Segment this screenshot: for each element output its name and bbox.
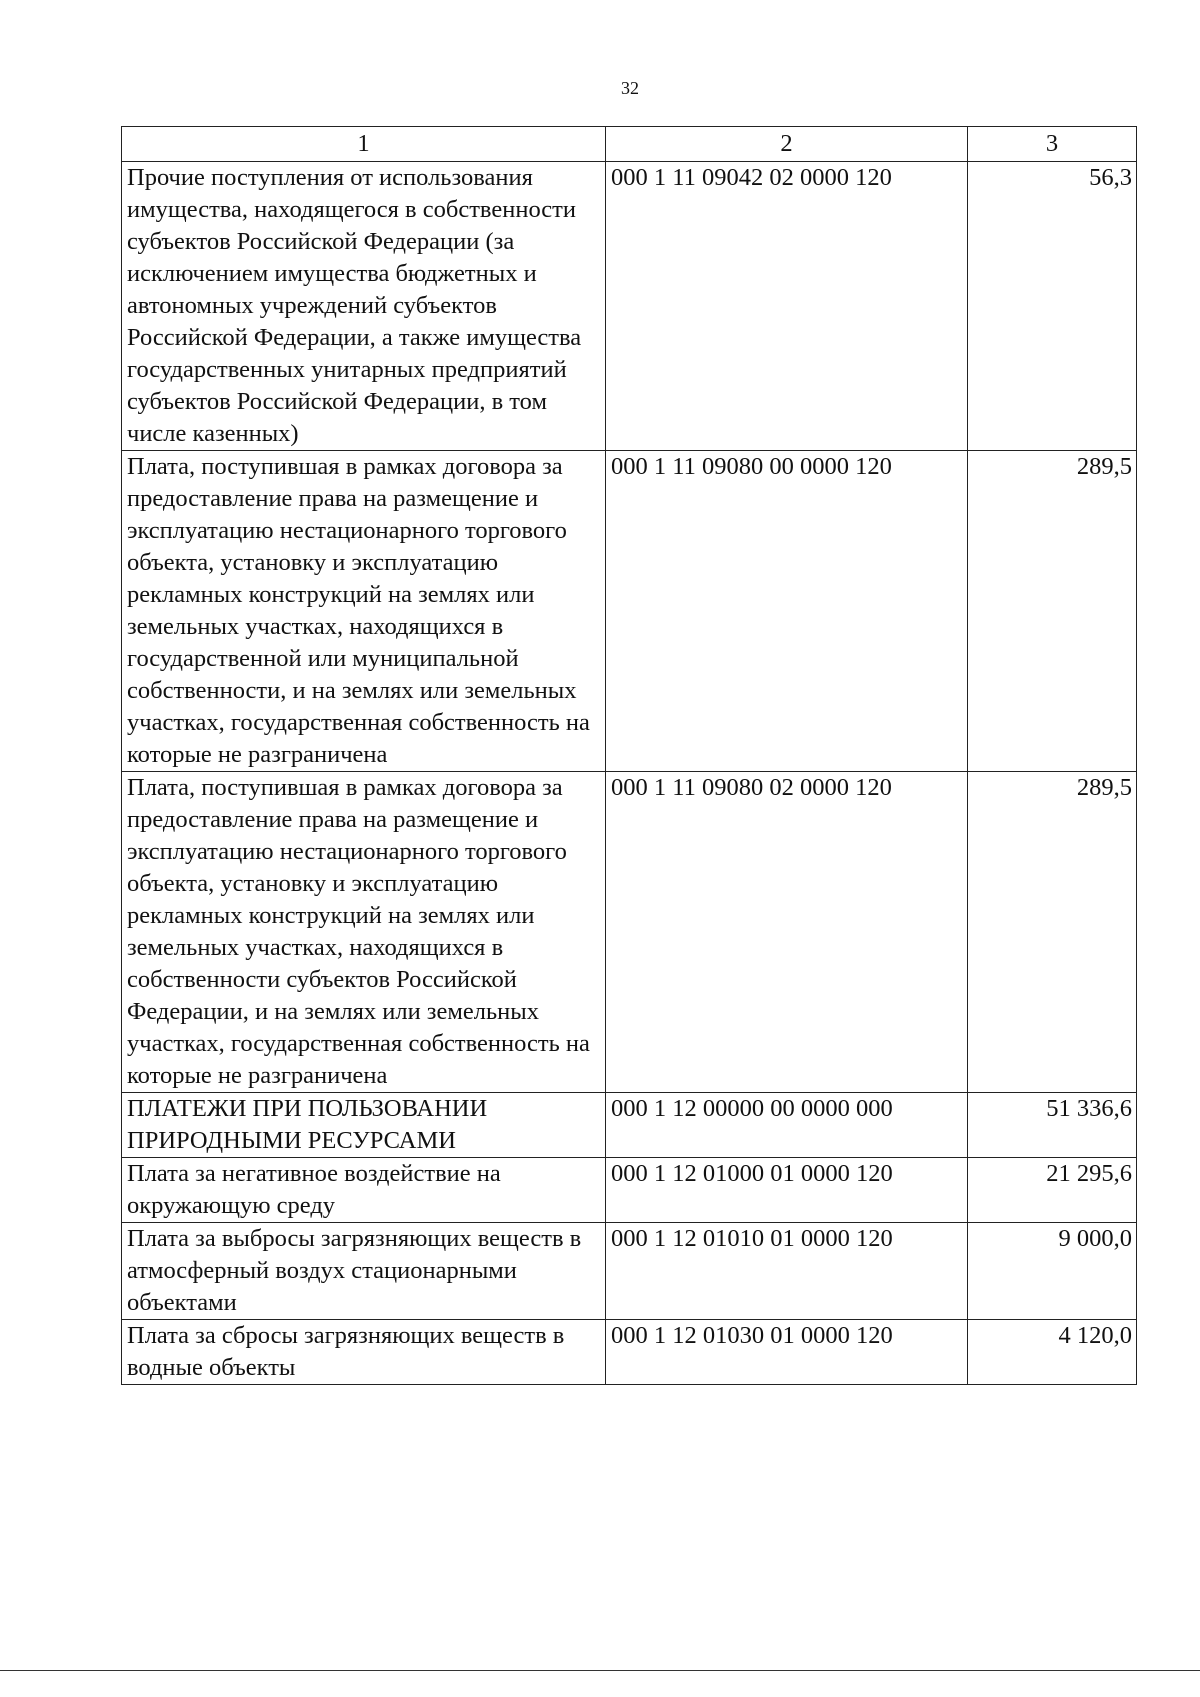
row-name: Прочие поступления от использования имущества, находящегося в собственности субъектов Российской Федерации (за исключением имущества бюджетных и автономных учреждений субъектов Российской Федерации, а также имущества государственных унитарных предприятий субъектов Российской Федерации, в том числе казенных) — [122, 162, 606, 451]
revenue-table — [121, 126, 1137, 1385]
column-header-3: 3 — [968, 127, 1137, 162]
table-row — [122, 1093, 1137, 1158]
row-name: Плата за выбросы загрязняющих веществ в атмосферный воздух стационарными объектами — [122, 1223, 606, 1320]
table-row — [122, 1320, 1137, 1385]
row-name: ПЛАТЕЖИ ПРИ ПОЛЬЗОВАНИИ ПРИРОДНЫМИ РЕСУРСАМИ — [122, 1093, 606, 1158]
table-row — [122, 1158, 1137, 1223]
row-amount: 51 336,6 — [968, 1093, 1137, 1158]
table-header-row — [122, 127, 1137, 162]
row-amount: 289,5 — [968, 451, 1137, 772]
row-name: Плата за сбросы загрязняющих веществ в водные объекты — [122, 1320, 606, 1385]
row-code: 000 1 12 01030 01 0000 120 — [606, 1320, 968, 1385]
row-code: 000 1 11 09080 02 0000 120 — [606, 772, 968, 1093]
column-header-2: 2 — [606, 127, 968, 162]
row-amount: 289,5 — [968, 772, 1137, 1093]
row-name: Плата, поступившая в рамках договора за предоставление права на размещение и эксплуатацию нестационарного торгового объекта, установку и эксплуатацию рекламных конструкций на землях или земельных участках, находящихся в собственности субъектов Российской Федерации, и на землях или земельных участках, государственная собственность на которые не разграничена — [122, 772, 606, 1093]
column-header-1: 1 — [122, 127, 606, 162]
table-row — [122, 451, 1137, 772]
row-code: 000 1 12 00000 00 0000 000 — [606, 1093, 968, 1158]
row-code: 000 1 11 09080 00 0000 120 — [606, 451, 968, 772]
row-code: 000 1 11 09042 02 0000 120 — [606, 162, 968, 451]
table-row — [122, 162, 1137, 451]
row-name: Плата за негативное воздействие на окружающую среду — [122, 1158, 606, 1223]
row-amount: 4 120,0 — [968, 1320, 1137, 1385]
table-row — [122, 1223, 1137, 1320]
row-code: 000 1 12 01010 01 0000 120 — [606, 1223, 968, 1320]
row-code: 000 1 12 01000 01 0000 120 — [606, 1158, 968, 1223]
bottom-divider — [0, 1670, 1200, 1671]
row-amount: 9 000,0 — [968, 1223, 1137, 1320]
row-amount: 56,3 — [968, 162, 1137, 451]
row-amount: 21 295,6 — [968, 1158, 1137, 1223]
page-number: 32 — [621, 78, 639, 98]
table-row — [122, 772, 1137, 1093]
row-name: Плата, поступившая в рамках договора за предоставление права на размещение и эксплуатацию нестационарного торгового объекта, установку и эксплуатацию рекламных конструкций на землях или земельных участках, находящихся в государственной или муниципальной собственности, и на землях или земельных участках, государственная собственность на которые не разграничена — [122, 451, 606, 772]
